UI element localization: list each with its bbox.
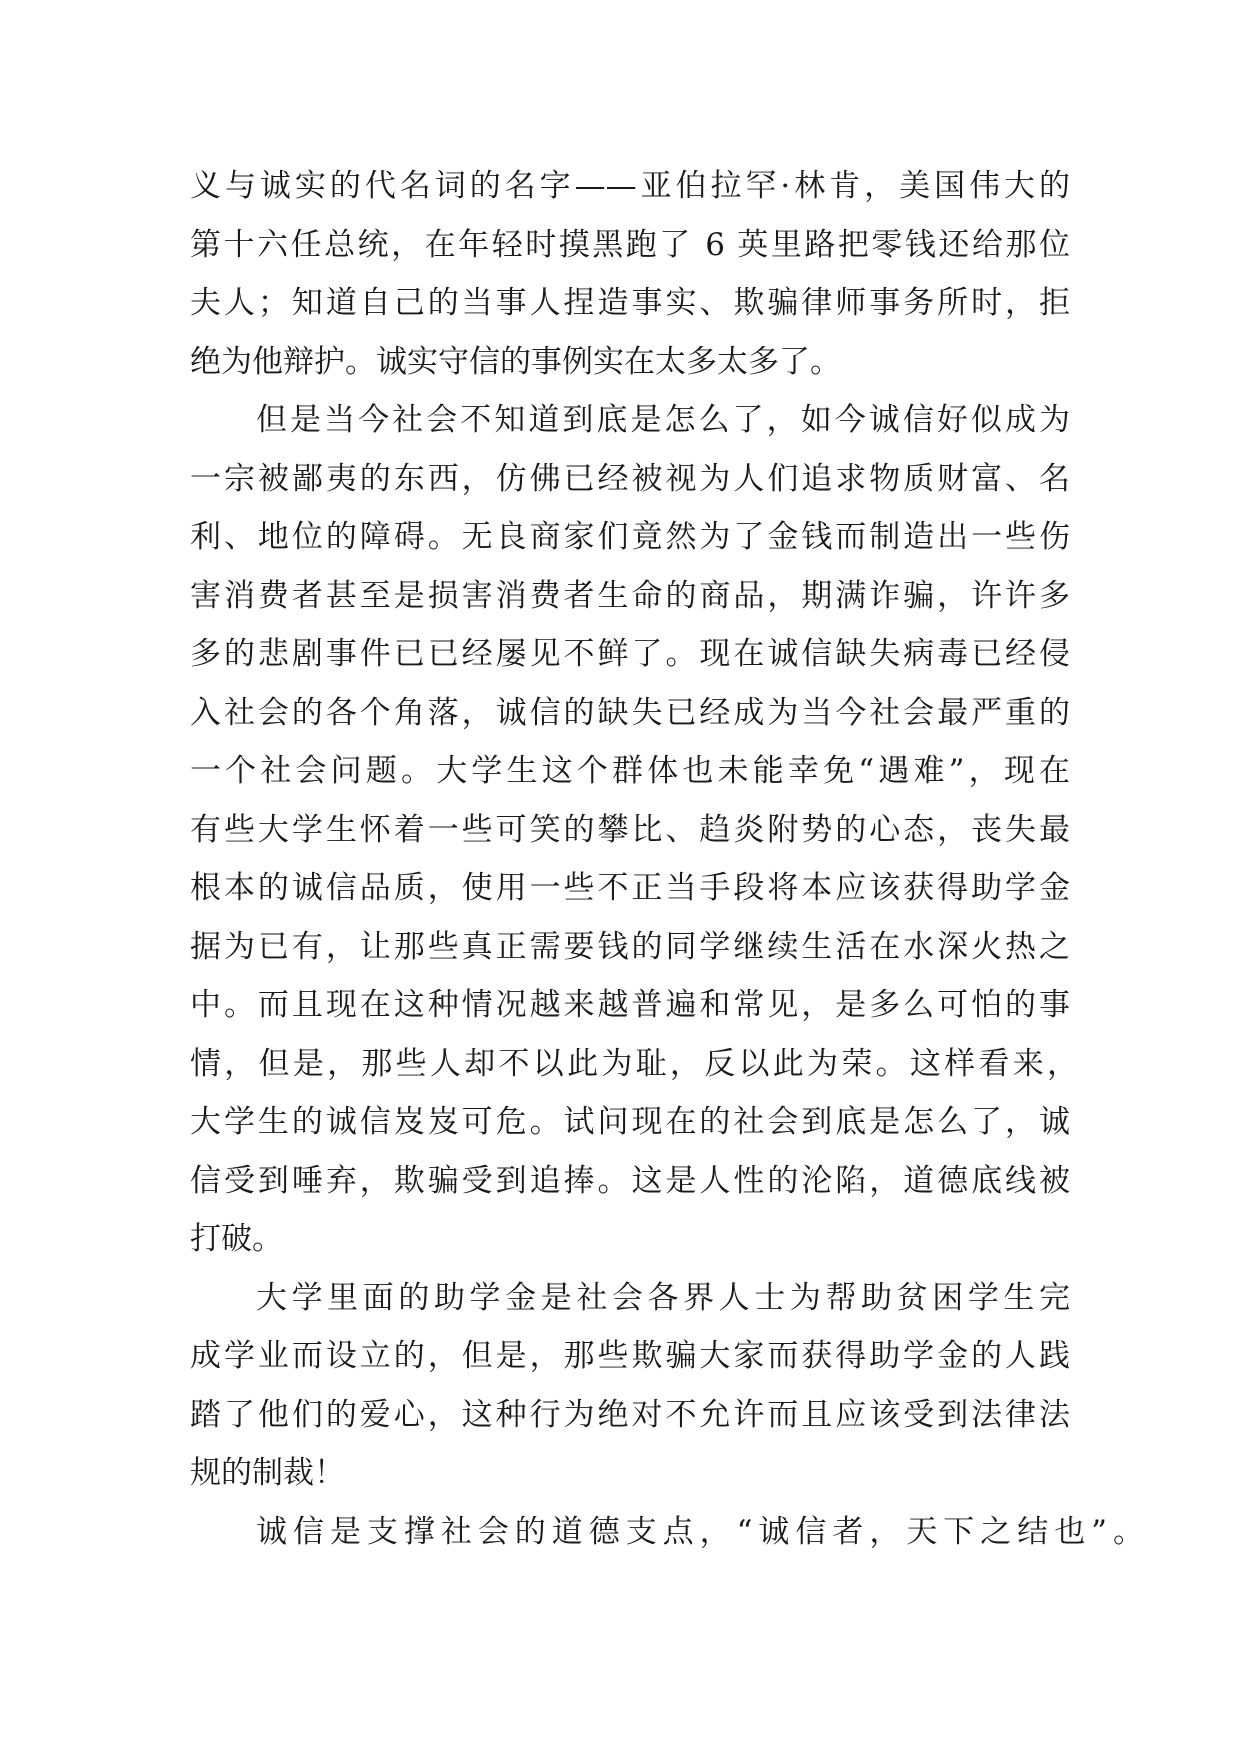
paragraph-2-line-3: 利、地位的障碍。无良商家们竟然为了金钱而制造出一些伤 bbox=[190, 519, 1070, 555]
paragraph-4-line-1: 诚信是支撑社会的道德支点，“诚信者，天下之结也”。 bbox=[256, 1513, 1144, 1550]
paragraph-1-line-2: 第十六任总统，在年轻时摸黑跑了 6 英里路把零钱还给那位 bbox=[190, 226, 1070, 263]
paragraph-2-line-8: 有些大学生怀着一些可笑的攀比、趋炎附势的心态，丧失最 bbox=[190, 811, 1070, 848]
paragraph-2-line-12: 情，但是，那些人却不以此为耻，反以此为荣。这样看来， bbox=[190, 1045, 1078, 1082]
paragraph-3-line-1: 大学里面的助学金是社会各界人士为帮助贫困学生完 bbox=[256, 1279, 1070, 1316]
paragraph-3-line-2: 成学业而设立的，但是，那些欺骗大家而获得助学金的人践 bbox=[190, 1338, 1070, 1374]
paragraph-1-line-4: 绝为他辩护。诚实守信的事例实在太多太多了。 bbox=[190, 343, 841, 380]
paragraph-2-line-2: 一宗被鄙夷的东西，仿佛已经被视为人们追求物质财富、名 bbox=[190, 460, 1070, 497]
paragraph-2-line-7: 一个社会问题。大学生这个群体也未能幸免“遇难”，现在 bbox=[190, 753, 1070, 789]
paragraph-2-line-1: 但是当今社会不知道到底是怎么了，如今诚信好似成为 bbox=[256, 402, 1070, 438]
paragraph-2-line-5: 多的悲剧事件已已经屡见不鲜了。现在诚信缺失病毒已经侵 bbox=[190, 636, 1070, 672]
paragraph-1-line-3: 夫人；知道自己的当事人捏造事实、欺骗律师事务所时，拒 bbox=[190, 285, 1070, 321]
paragraph-2-line-11: 中。而且现在这种情况越来越普遍和常见，是多么可怕的事 bbox=[190, 987, 1070, 1023]
paragraph-3-line-3: 踏了他们的爱心，这种行为绝对不允许而且应该受到法律法 bbox=[190, 1396, 1070, 1433]
document-body bbox=[190, 157, 1144, 1561]
paragraph-2-line-13: 大学生的诚信岌岌可危。试问现在的社会到底是怎么了，诚 bbox=[190, 1104, 1070, 1140]
paragraph-2-line-14: 信受到唾弃，欺骗受到追捧。这是人性的沦陷，道德底线被 bbox=[190, 1162, 1070, 1199]
paragraph-2-line-9: 根本的诚信品质，使用一些不正当手段将本应该获得助学金 bbox=[190, 870, 1070, 906]
paragraph-1-line-1: 义与诚实的代名词的名字——亚伯拉罕·林肯，美国伟大的 bbox=[190, 168, 1070, 204]
paragraph-2-line-6: 入社会的各个角落，诚信的缺失已经成为当今社会最严重的 bbox=[190, 694, 1070, 731]
paragraph-3-line-4: 规的制裁！ bbox=[190, 1455, 345, 1491]
paragraph-2-line-4: 害消费者甚至是损害消费者生命的商品，期满诈骗，许许多 bbox=[190, 577, 1070, 614]
paragraph-2-line-15: 打破。 bbox=[190, 1221, 283, 1257]
paragraph-2-line-10: 据为已有，让那些真正需要钱的同学继续生活在水深火热之 bbox=[190, 928, 1070, 965]
